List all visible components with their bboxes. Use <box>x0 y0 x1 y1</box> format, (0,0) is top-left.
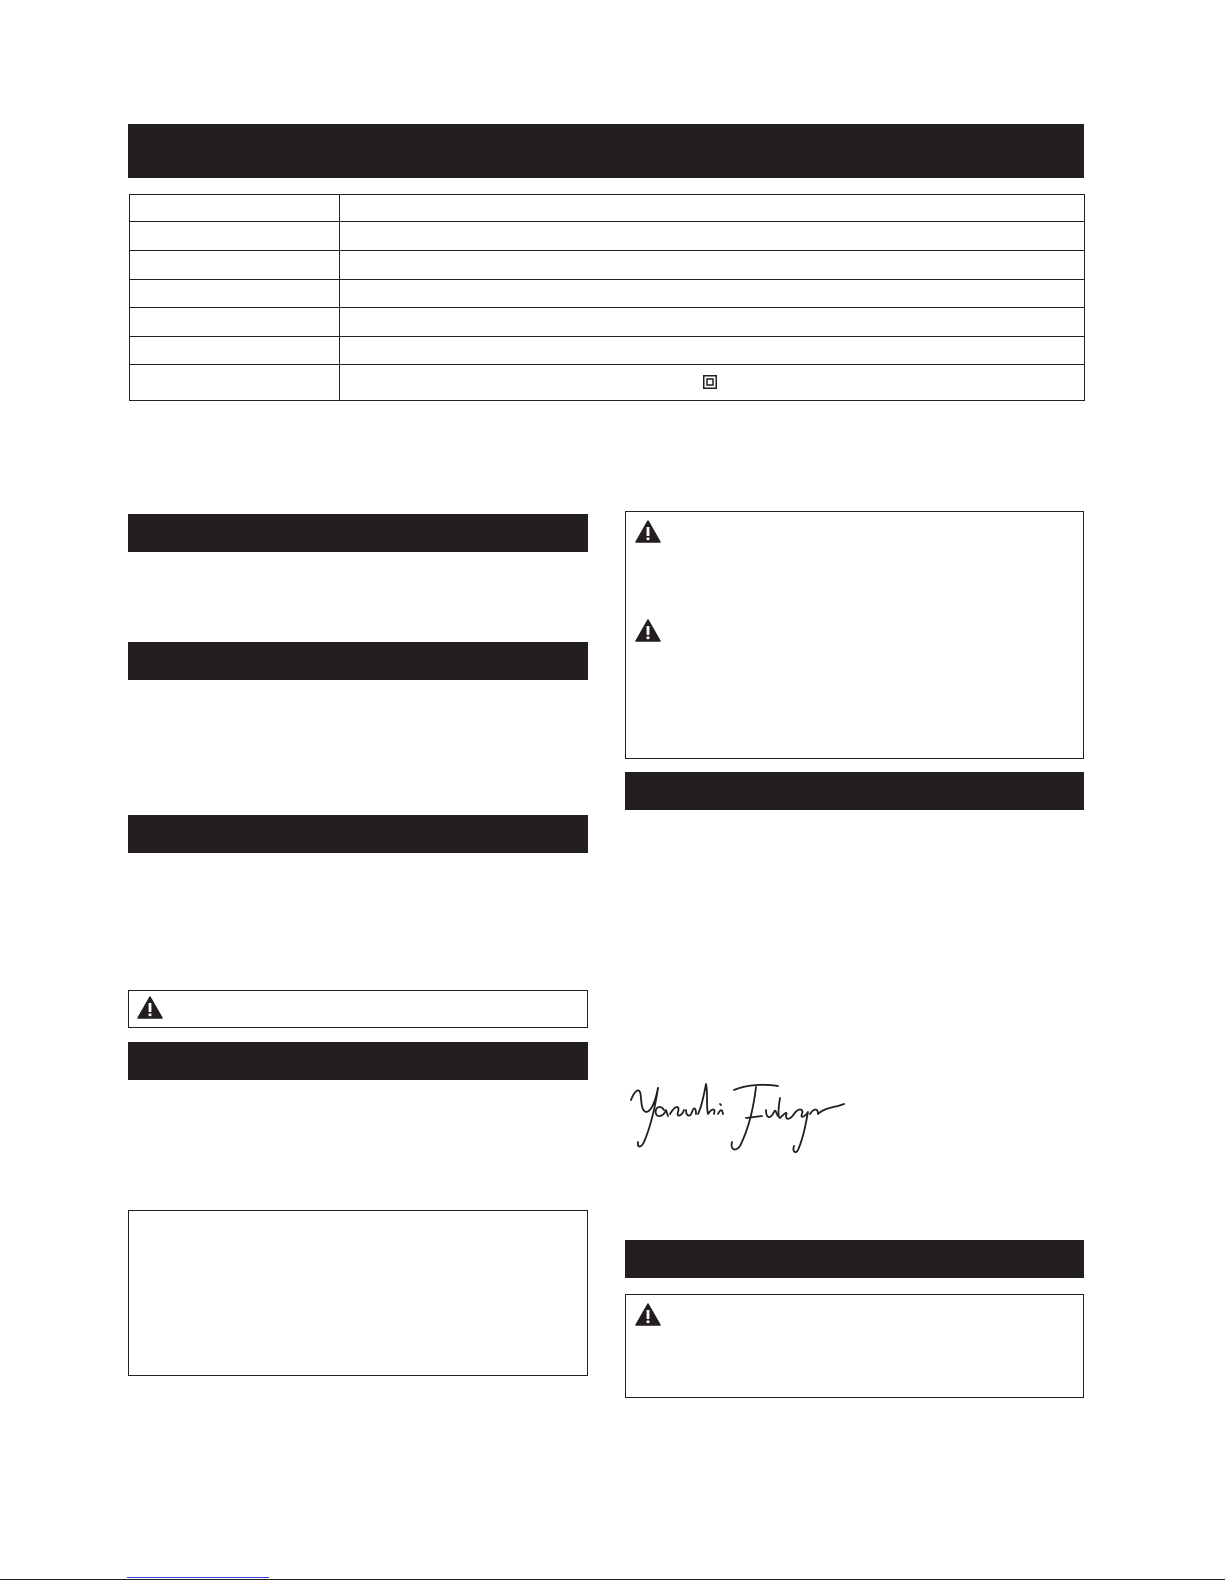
spec-row <box>130 337 1085 365</box>
spec-label <box>130 308 340 337</box>
spec-value <box>340 337 1085 365</box>
spec-row <box>130 308 1085 337</box>
section-header-bar-5 <box>625 772 1084 810</box>
section-header-bar-2 <box>128 642 588 680</box>
warning-triangle-icon <box>635 520 661 543</box>
footer-rule <box>0 1579 1225 1580</box>
spec-row <box>130 365 1085 401</box>
spec-value <box>340 280 1085 308</box>
spec-label <box>130 222 340 251</box>
section-header-bar-6 <box>625 1240 1084 1278</box>
spec-row <box>130 280 1085 308</box>
note-box-left <box>128 1210 588 1376</box>
spec-label <box>130 337 340 365</box>
signature <box>628 1078 846 1158</box>
double-insulation-icon <box>703 375 717 389</box>
spec-row <box>130 195 1085 222</box>
spec-label <box>130 365 340 401</box>
spec-row <box>130 251 1085 280</box>
spec-row <box>130 222 1085 251</box>
warning-box-left <box>128 990 588 1028</box>
spec-value <box>340 222 1085 251</box>
warning-triangle-icon <box>137 996 163 1019</box>
spec-value <box>340 251 1085 280</box>
title-bar <box>128 124 1084 178</box>
spec-label <box>130 251 340 280</box>
warning-box-right-top <box>625 511 1084 759</box>
section-header-bar-1 <box>128 514 588 552</box>
spec-value <box>340 308 1085 337</box>
spec-label <box>130 195 340 222</box>
section-header-bar-4 <box>128 1042 588 1080</box>
section-header-bar-3 <box>128 815 588 853</box>
warning-box-right-bottom <box>625 1294 1084 1398</box>
warning-triangle-icon <box>635 619 661 642</box>
footer-link-underline <box>127 1577 269 1578</box>
spec-value <box>340 195 1085 222</box>
warning-triangle-icon <box>635 1303 661 1326</box>
spec-label <box>130 280 340 308</box>
specification-table <box>129 194 1085 401</box>
